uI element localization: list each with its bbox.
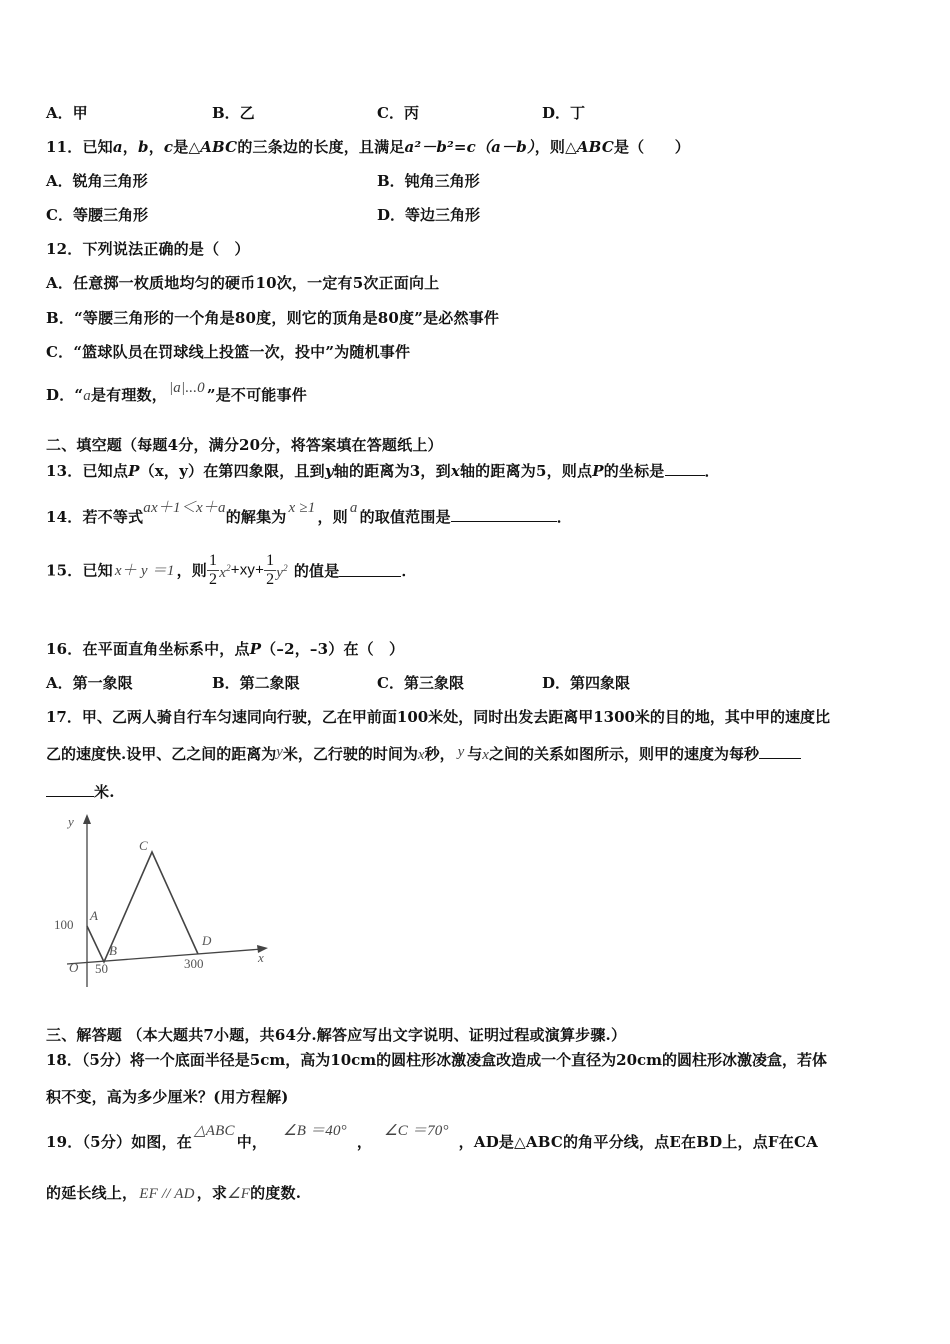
angle-b-value: ∠B ＝40° bbox=[283, 1123, 347, 1139]
q17-line2: 乙的速度快.设甲、乙之间的距离为y米，乙行驶的时间为x秒， y 与x之间的关系如图所示，则甲的速度为每秒 bbox=[46, 743, 801, 764]
point-c-label: C bbox=[139, 838, 148, 853]
q10-option-c: C．丙 bbox=[377, 104, 419, 122]
q19-line1: 19．（5分）如图，在△ABC中，∠B ＝40°，∠C ＝70°，AD是△ABC的角平分线，点E在BD上，点F在CA bbox=[46, 1123, 818, 1151]
parallel-expression: EF // AD bbox=[139, 1186, 195, 1202]
distance-time-graph bbox=[52, 812, 282, 990]
q12-option-a: A．任意掷一枚质地均匀的硬币10次，一定有5次正面向上 bbox=[46, 274, 440, 292]
q10-option-b: B．乙 bbox=[212, 104, 255, 122]
q11-option-d: D．等边三角形 bbox=[377, 206, 481, 224]
q11-option-a: A．锐角三角形 bbox=[46, 172, 148, 190]
fraction-one-half: $\frac{1}{2}$ bbox=[209, 552, 218, 588]
q15-stem: 15．已知 x＋ y ＝1 ，则 $\frac{1}{2}$ $x^2+xy+$ $\frac{1}{2}$ $y^2$ 的值是 ． bbox=[46, 552, 417, 588]
angle-c-value: ∠C ＝70° bbox=[384, 1123, 449, 1139]
q12-stem: 12．下列说法正确的是（ ） bbox=[46, 240, 250, 258]
q10-option-a: A．甲 bbox=[46, 104, 88, 122]
y-axis-label: y bbox=[68, 814, 74, 829]
y-tick-100: 100 bbox=[54, 917, 74, 932]
q18-line2: 积不变，高为多少厘米？(用方程解) bbox=[46, 1088, 289, 1106]
q11-option-b: B．钝角三角形 bbox=[377, 172, 480, 190]
x-tick-50: 50 bbox=[95, 961, 108, 976]
inequality-expression: ax＋1＜x＋a bbox=[143, 500, 226, 516]
y-axis-arrow bbox=[83, 814, 91, 824]
point-d-label: D bbox=[202, 933, 212, 948]
q10-option-d: D．丁 bbox=[542, 104, 586, 122]
q18-line1: 18．（5分）将一个底面半径是5cm，高为10cm的圆柱形冰激凌盒改造成一个直径为20cm的圆柱形冰激凌盒，若体 bbox=[46, 1051, 828, 1069]
q11-stem: 11．已知a，b，c是△ABC的三条边的长度，且满足a²－b²=c（a－b），则△ABC是（ ） bbox=[46, 138, 690, 156]
q12-option-b: B．“等腰三角形的一个角是80度，则它的顶角是80度”是必然事件 bbox=[46, 309, 500, 327]
q16-option-b: B．第二象限 bbox=[212, 674, 300, 692]
q17-line3: 米. bbox=[46, 781, 115, 802]
q19-line2: 的延长线上， EF // AD ，求∠F的度数. bbox=[46, 1184, 302, 1202]
q12-option-d: D．“a是有理数， |a|...0 ”是不可能事件 bbox=[46, 380, 307, 404]
q14-stem: 14．若不等式ax＋1＜x＋a的解集为 x ≥1 ，则 a 的取值范围是 ． bbox=[46, 500, 572, 526]
q17-line1: 17．甲、乙两人骑自行车匀速同向行驶，乙在甲前面100米处，同时出发去距离甲1300米的目的地，其中甲的速度比 bbox=[46, 708, 830, 726]
section3-heading: 三、解答题 （本大题共7小题，共64分.解答应写出文字说明、证明过程或演算步骤.） bbox=[46, 1026, 627, 1044]
solution-set: x ≥1 bbox=[288, 500, 316, 516]
q16-option-d: D．第四象限 bbox=[542, 674, 631, 692]
q11-option-c: C．等腰三角形 bbox=[46, 206, 148, 224]
q16-option-a: A．第一象限 bbox=[46, 674, 133, 692]
abs-a-expression: |a|...0 bbox=[168, 380, 205, 396]
answer-blank bbox=[451, 509, 557, 522]
answer-blank bbox=[339, 564, 401, 577]
q13-stem: 13．已知点P（x，y）在第四象限，且到y轴的距离为3，到x轴的距离为5，则点P的坐标是 ． bbox=[46, 462, 720, 480]
graph-polyline bbox=[87, 852, 198, 962]
point-b-label: B bbox=[109, 943, 117, 958]
x-axis-label: x bbox=[258, 950, 264, 965]
condition-expression: x＋ y ＝1 bbox=[114, 562, 175, 579]
origin-label: O bbox=[69, 960, 79, 975]
triangle-abc: △ABC bbox=[194, 1123, 235, 1139]
q16-stem: 16．在平面直角坐标系中，点P（–2，–3）在（ ） bbox=[46, 640, 405, 658]
answer-blank bbox=[46, 784, 94, 797]
q12-option-c: C．“篮球队员在罚球线上投篮一次，投中”为随机事件 bbox=[46, 343, 411, 361]
answer-blank bbox=[665, 463, 705, 476]
x-tick-300: 300 bbox=[184, 956, 204, 971]
point-a-label: A bbox=[90, 908, 98, 923]
fraction-one-half: $\frac{1}{2}$ bbox=[266, 552, 275, 588]
angle-f: ∠F bbox=[227, 1186, 251, 1202]
q16-option-c: C．第三象限 bbox=[377, 674, 464, 692]
section2-heading: 二、填空题（每题4分，满分20分，将答案填在答题纸上） bbox=[46, 436, 443, 454]
answer-blank bbox=[759, 746, 801, 759]
